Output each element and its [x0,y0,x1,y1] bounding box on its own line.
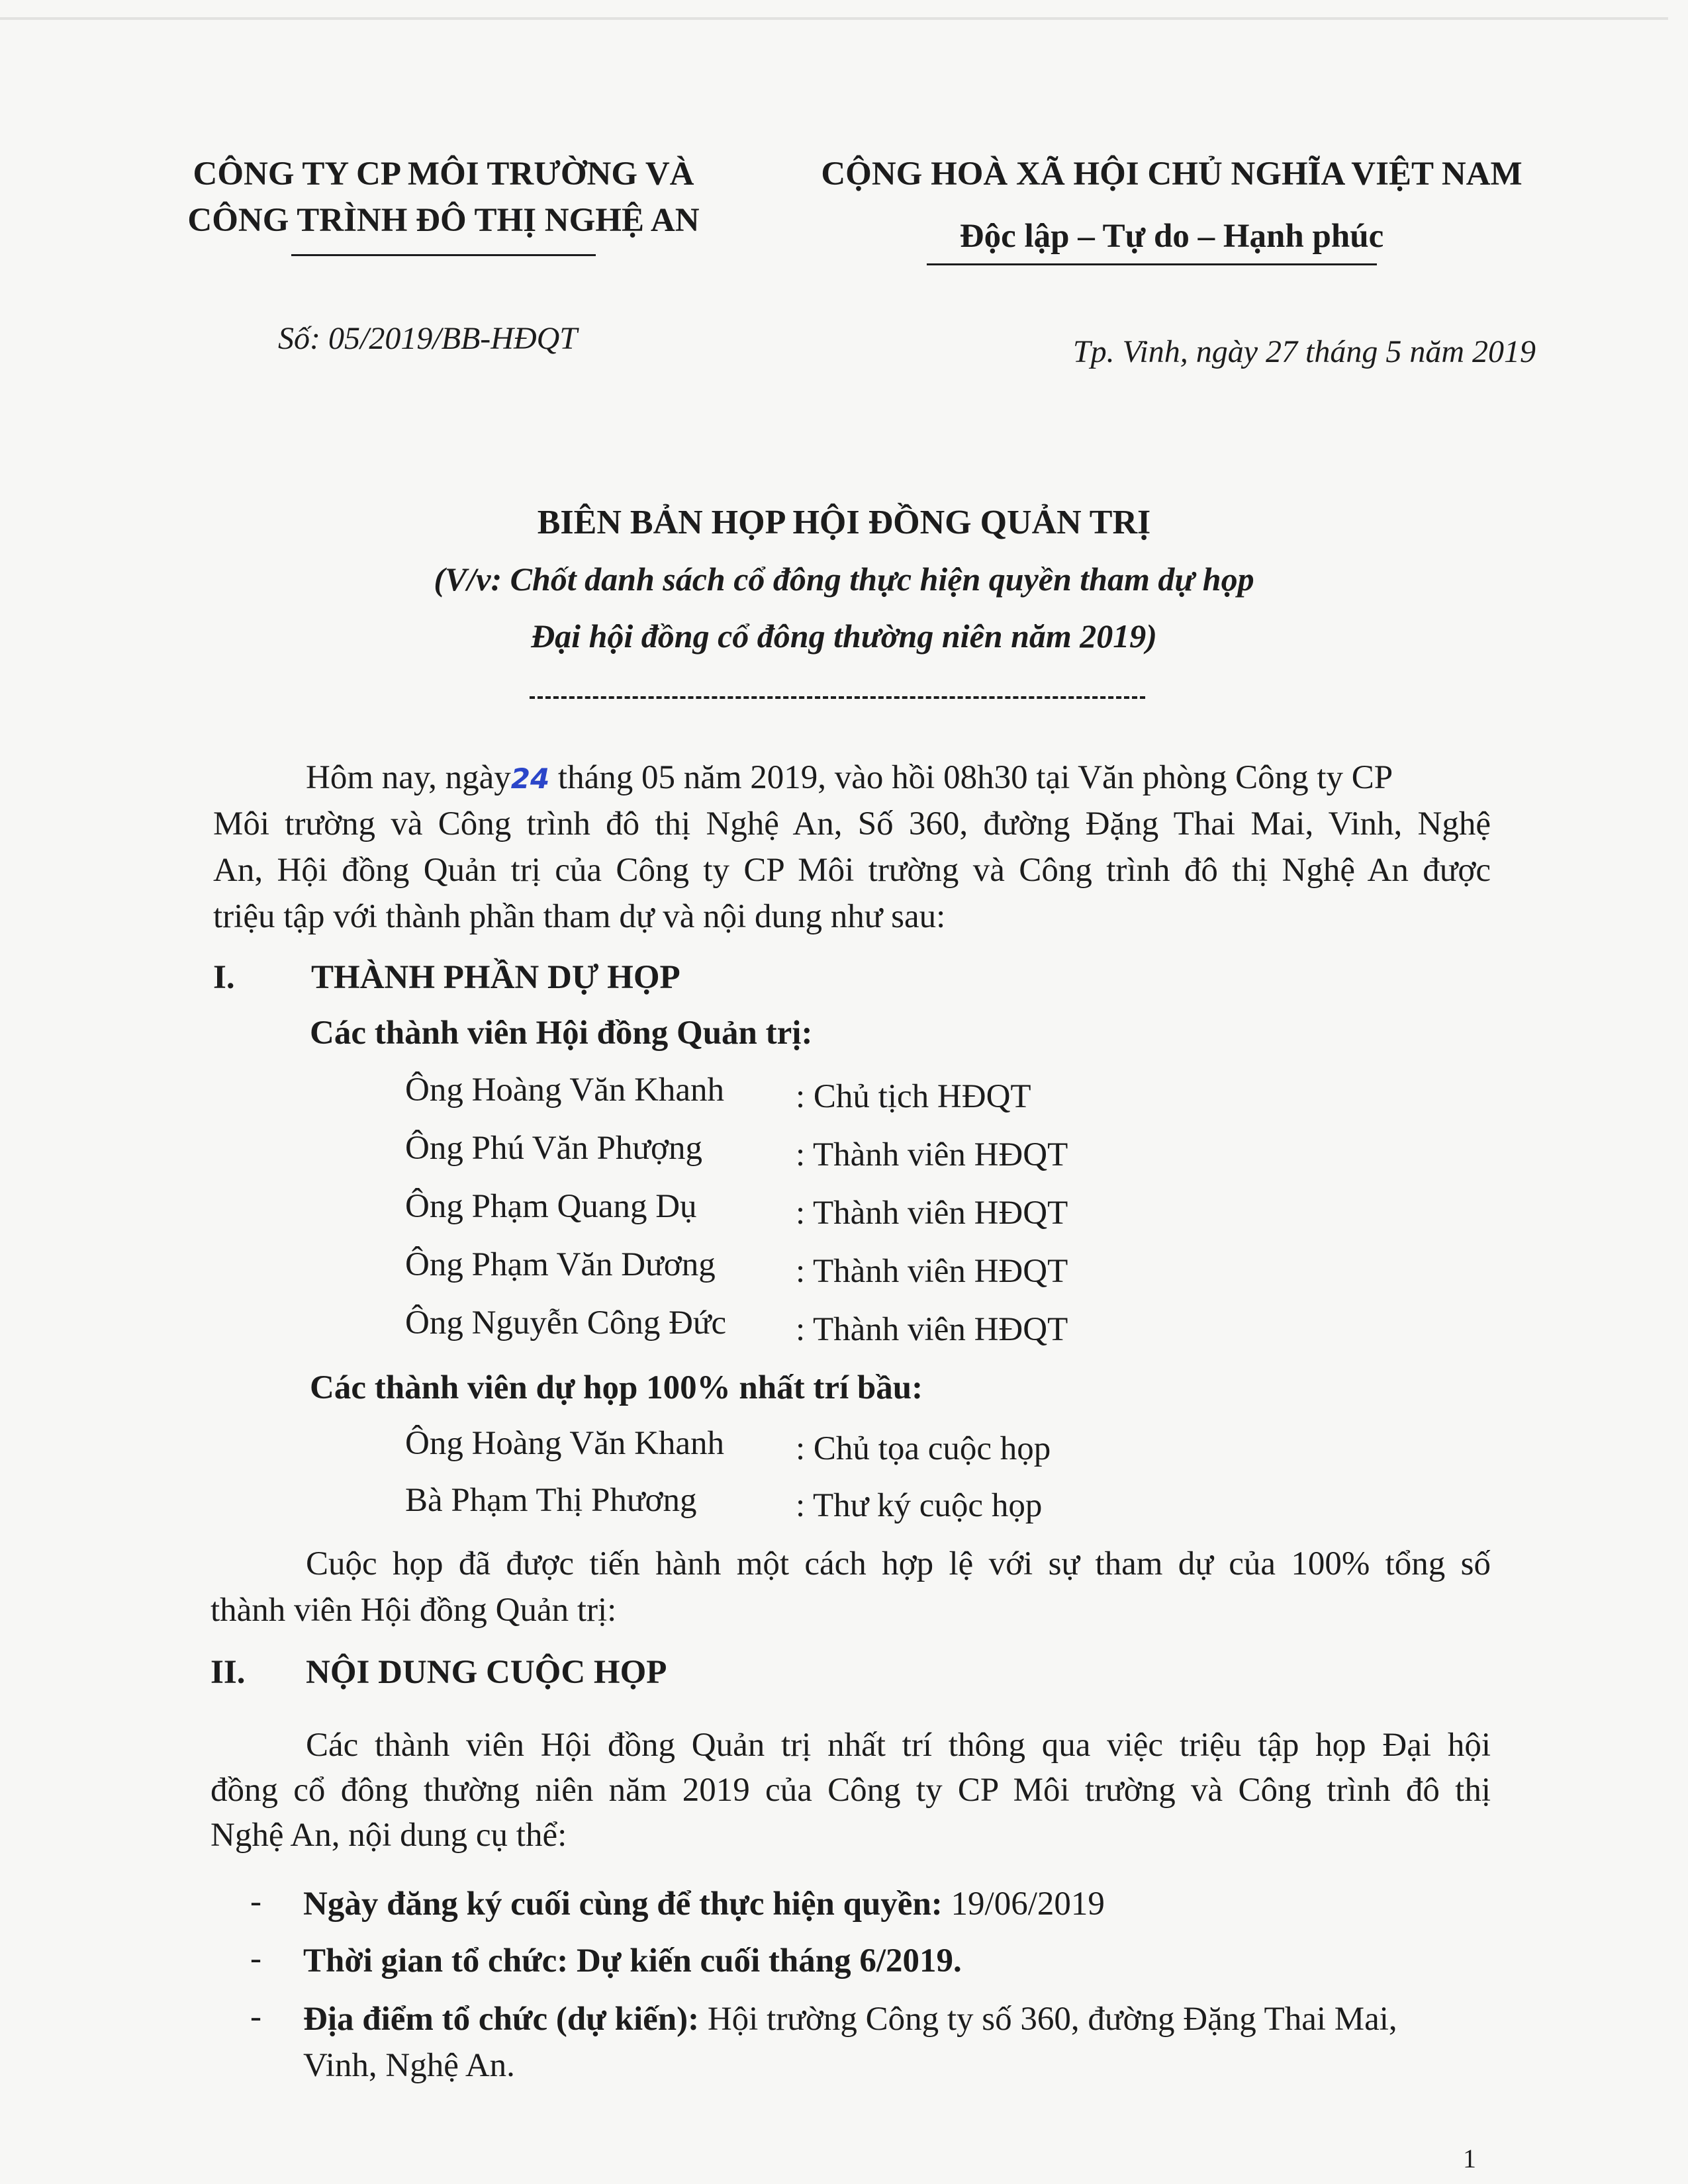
section2-number: II. [211,1654,246,1691]
bullet-record-date [303,1882,1105,1926]
elected-members-heading: Các thành viên dự họp 100% nhất trí bầu: [310,1369,923,1406]
board-member-role: : Thành viên HĐQT [796,1311,1068,1348]
bullet-dash: - [250,1998,261,2035]
company-underline [291,254,596,256]
record-date-value: 19/06/2019 [942,1886,1105,1923]
company-name-line2: CÔNG TRÌNH ĐÔ THỊ NGHỆ AN [187,202,700,239]
bullet-meeting-location [303,1997,1397,2041]
board-members-heading: Các thành viên Hội đồng Quản trị: [310,1015,813,1052]
content-para-line1: Các thành viên Hội đồng Quản trị nhất trí thông qua việc triệu tập họp Đại hội [306,1727,1491,1764]
bullet-dash: - [250,1883,261,1920]
board-member-role: : Thành viên HĐQT [796,1195,1068,1232]
bullet-meeting-time: Thời gian tổ chức: Dự kiến cuối tháng 6/2019. [303,1942,962,1979]
title-divider [530,696,1145,699]
board-member-name: Ông Phạm Văn Dương [405,1246,716,1283]
board-member-role: : Chủ tịch HĐQT [796,1078,1031,1115]
bullet-meeting-location-line2: Vinh, Nghệ An. [303,2047,515,2084]
location-label: Địa điểm tổ chức (dự kiến): [303,2001,700,2038]
intro-text-a: Hôm nay, ngày [306,759,511,796]
document-subtitle-line1: (V/v: Chốt danh sách cổ đông thực hiện quyền tham dự họp [434,561,1254,598]
scan-page-edge [0,17,1668,20]
board-member-name: Ông Nguyễn Công Đức [405,1304,727,1342]
intro-line3: An, Hội đồng Quản trị của Công ty CP Môi trường và Công trình đô thị Nghệ An được [213,852,1491,889]
page-number: 1 [1463,2144,1476,2173]
section1-number: I. [213,959,235,996]
section2-heading: NỘI DUNG CUỘC HỌP [306,1654,667,1691]
validity-line1: Cuộc họp đã được tiến hành một cách hợp lệ với sự tham dự của 100% tổng số [306,1545,1491,1582]
handwritten-day: 24 [510,762,550,795]
board-member-role: : Thành viên HĐQT [796,1253,1068,1290]
bullet-dash: - [250,1940,261,1977]
intro-text-b: tháng 05 năm 2019, vào hồi 08h30 tại Văn phòng Công ty CP [549,759,1393,796]
company-name-line1: CÔNG TY CP MÔI TRƯỜNG VÀ [193,156,694,193]
document-number: Số: 05/2019/BB-HĐQT [278,321,577,356]
place-and-date: Tp. Vinh, ngày 27 tháng 5 năm 2019 [1072,334,1536,369]
board-member-name: Ông Phú Văn Phượng [405,1130,702,1167]
chairperson-name: Ông Hoàng Văn Khanh [405,1425,725,1462]
content-para-line2: đồng cổ đông thường niên năm 2019 của Công ty CP Môi trường và Công trình đô thị [211,1772,1491,1809]
intro-line1 [306,756,1484,801]
intro-line4: triệu tập với thành phần tham dự và nội dung như sau: [213,898,946,935]
board-member-role: : Thành viên HĐQT [796,1136,1068,1173]
nation-motto: Độc lập – Tự do – Hạnh phúc [959,218,1384,255]
secretary-name: Bà Phạm Thị Phương [405,1482,697,1519]
validity-line2: thành viên Hội đồng Quản trị: [211,1592,617,1629]
secretary-role: : Thư ký cuộc họp [796,1487,1043,1524]
board-member-name: Ông Phạm Quang Dụ [405,1188,697,1225]
section1-heading: THÀNH PHẦN DỰ HỌP [311,959,680,996]
location-value: Hội trường Công ty số 360, đường Đặng Thai Mai, [699,2001,1397,2038]
intro-line2: Môi trường và Công trình đô thị Nghệ An, Số 360, đường Đặng Thai Mai, Vinh, Nghệ [213,805,1491,842]
chairperson-role: : Chủ tọa cuộc họp [796,1430,1051,1467]
motto-underline [927,263,1377,265]
nation-title: CỘNG HOÀ XÃ HỘI CHỦ NGHĨA VIỆT NAM [821,156,1523,193]
board-member-name: Ông Hoàng Văn Khanh [405,1071,725,1109]
record-date-label: Ngày đăng ký cuối cùng để thực hiện quyền: [303,1886,943,1923]
content-para-line3: Nghệ An, nội dung cụ thể: [211,1817,567,1854]
document-title: BIÊN BẢN HỌP HỘI ĐỒNG QUẢN TRỊ [537,504,1151,541]
document-subtitle-line2: Đại hội đồng cổ đông thường niên năm 2019) [531,617,1157,655]
